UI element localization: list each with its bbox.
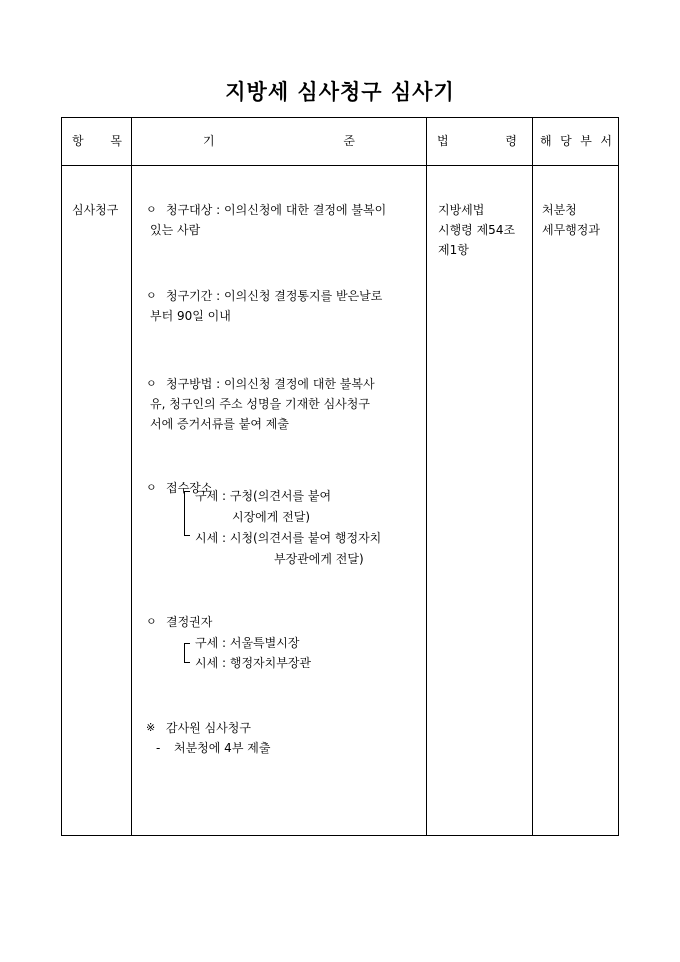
authority-si: 시세 : 행정자치부장관	[195, 656, 312, 670]
bracket	[184, 491, 185, 536]
document-title: 지방세 심사청구 심사기	[225, 79, 455, 104]
place-si: 시세 : 시청(의견서를 붙여 행정자치	[195, 531, 382, 545]
bullet-circle: ㅇ	[146, 377, 157, 390]
row-dept: 처분청 세무행정과	[542, 203, 600, 237]
row-law: 지방세법 시행령 제54조 제1항	[438, 203, 516, 257]
reference-mark: ※	[146, 721, 156, 734]
column-divider-2	[426, 118, 427, 835]
criteria-method: ㅇ 청구방법 : 이의신청 결정에 대한 불복사 유, 청구인의 주소 성명을 기재한 심사청구 서에 증거서류를 붙여 제출	[146, 374, 418, 434]
bullet-circle: ㅇ	[146, 615, 157, 628]
header-criteria: 기 준	[203, 134, 355, 148]
bullet-circle: ㅇ	[146, 289, 157, 302]
criteria-period: ㅇ 청구기간 : 이의신청 결정통지를 받은날로 부터 90일 이내	[146, 286, 418, 326]
row-item: 심사청구	[72, 203, 119, 217]
place-si-cont: 부장관에게 전달)	[274, 552, 364, 566]
bullet-circle: ㅇ	[146, 481, 157, 494]
authority-gu: 구세 : 서울특별시장	[195, 636, 300, 650]
criteria-place: ㅇ 접수장소 구세 : 구청(의견서를 붙여 시장에게 전달) 시세 : 시청(의견서를 붙여 행정자치 부장관에게 전달)	[146, 478, 418, 578]
criteria-audit: ※ 감사원 심사청구 - 처분청에 4부 제출	[146, 718, 418, 758]
column-divider-3	[532, 118, 533, 835]
header-law: 법 령	[437, 134, 517, 148]
column-divider-1	[131, 118, 132, 835]
audit-detail-line: - 처분청에 4부 제출	[156, 741, 271, 755]
criteria-authority: ㅇ 결정권자 구세 : 서울특별시장 시세 : 행정자치부장관	[146, 612, 418, 672]
header-item: 항 목	[72, 134, 122, 148]
criteria-subject: ㅇ 청구대상 : 이의신청에 대한 결정에 불복이 있는 사람	[146, 200, 418, 240]
place-gu: 구세 : 구청(의견서를 붙여	[195, 489, 332, 503]
place-gu-cont: 시장에게 전달)	[232, 510, 311, 524]
header-divider	[62, 165, 618, 166]
bullet-circle: ㅇ	[146, 203, 157, 216]
bracket	[184, 643, 185, 663]
header-dept: 해 당 부 서	[540, 134, 612, 148]
review-table	[61, 117, 619, 836]
